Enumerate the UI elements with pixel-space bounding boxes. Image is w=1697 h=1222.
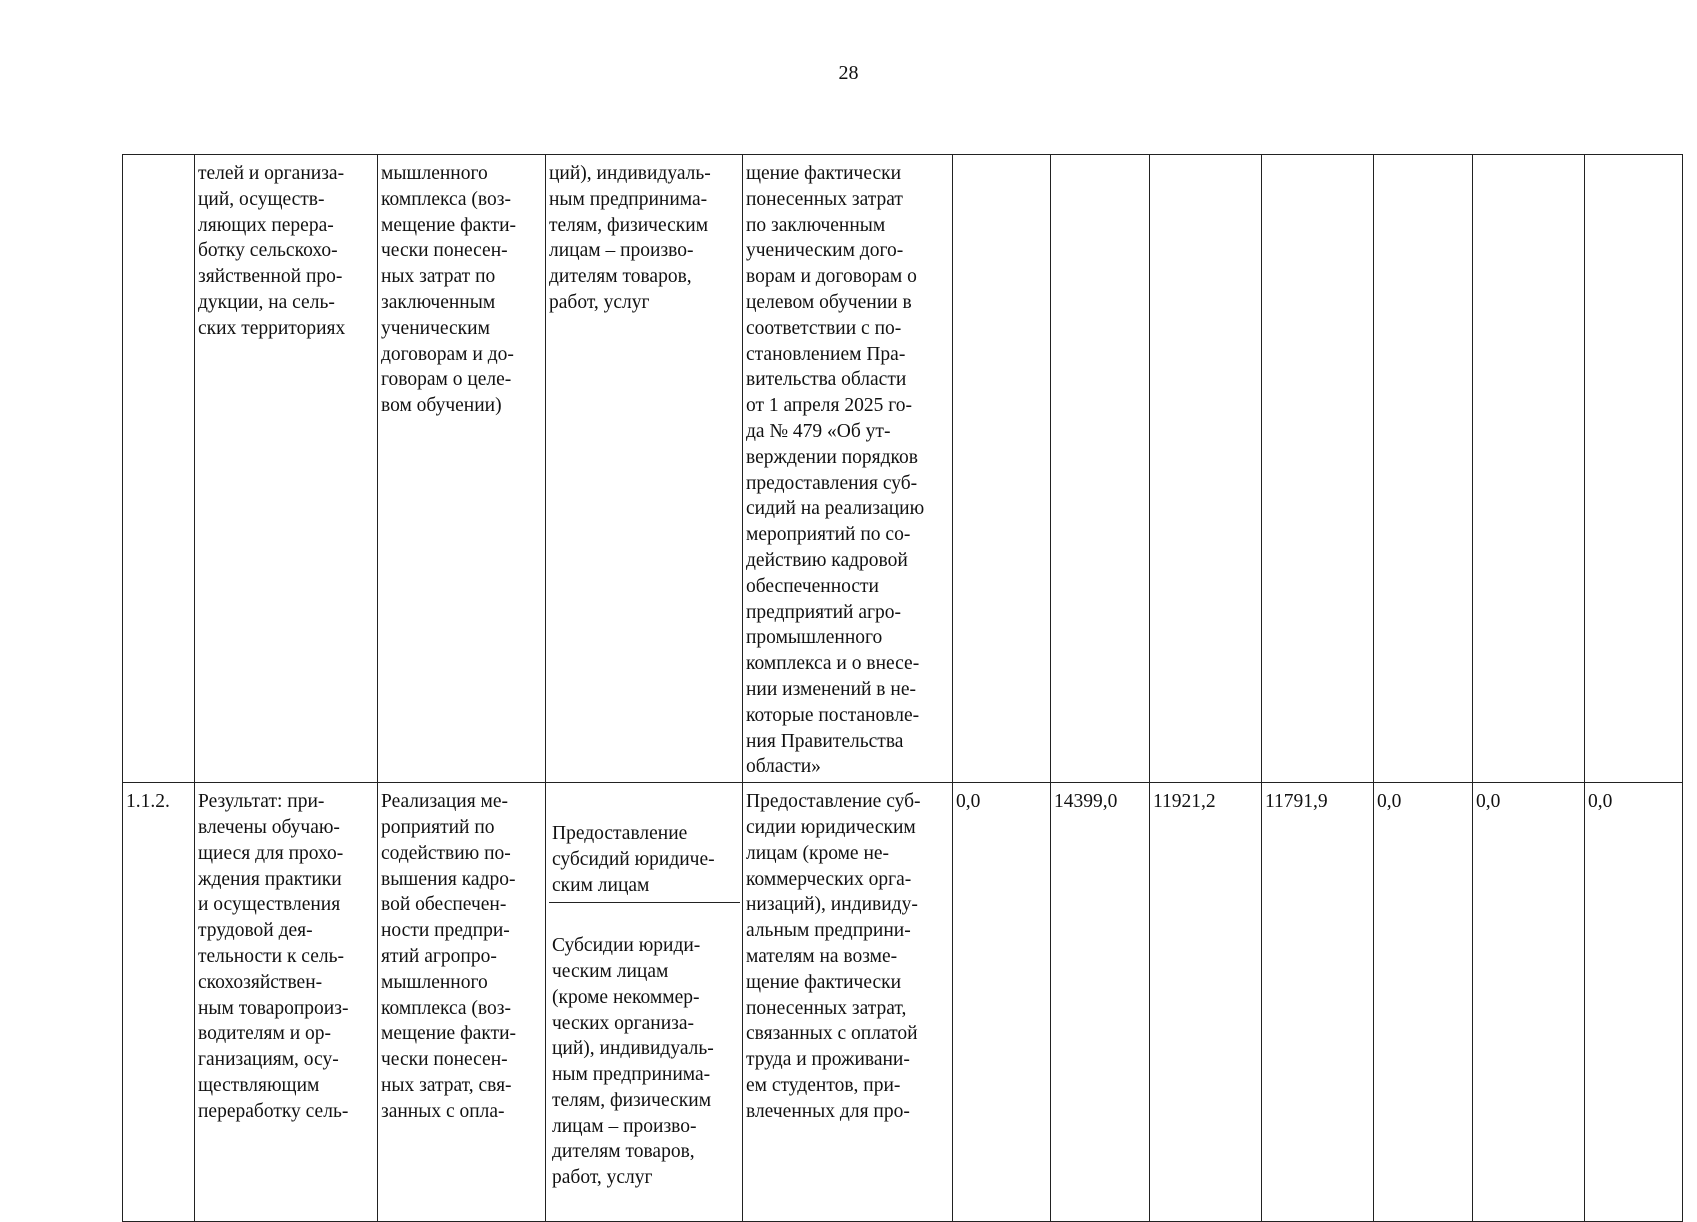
value-cell: 0,0 [953,783,1051,1222]
subsidy-type-detail: Субсидии юриди- ческим лицам (кроме некоммер- ческих организа- ций), индивидуаль- ным предпринима- телям, физическим лицам – произво- дителям товаров, работ, услуг [552,935,714,1189]
measure-cell: Реализация ме- роприятий по содействию по- вышения кадро- вой обеспечен- ности предпри- ятий агропро- мышленного комплекса (воз- мещение факти- чески понесен- ных затрат, свя- занных с опла- [378,783,546,1222]
value-cell: 0,0 [1473,783,1585,1222]
subsidy-type-header: Предоставление субсидий юридиче- ским лицам [549,815,740,903]
measure-cell: мышленного комплекса (воз- мещение факти- чески понесен- ных затрат по заключенным ученическим договорам и до- говорам о целе- вом обучении) [378,155,546,783]
subsidy-type-cell: ций), индивидуаль- ным предпринима- телям, физическим лицам – произво- дителям товаров, работ, услуг [546,155,743,783]
budget-table [122,154,1683,1222]
value-cell: 0,0 [1374,783,1473,1222]
value-cell [1473,155,1585,783]
table-row [123,155,1683,783]
row-number-cell: 1.1.2. [123,783,195,1222]
value-cell [1262,155,1374,783]
page-number: 28 [838,62,859,84]
value-cell: 11791,9 [1262,783,1374,1222]
value-cell [953,155,1051,783]
value-cell: 14399,0 [1051,783,1150,1222]
value-cell [1585,155,1683,783]
value-cell [1051,155,1150,783]
result-cell: Результат: при- влечены обучаю- щиеся для прохо- ждения практики и осуществления трудовой дея- тельности к сель- скохозяйствен- ным товаропроиз- водителям и ор- ганизациям, осу- ществляющим переработку сель- [195,783,378,1222]
value-cell: 0,0 [1585,783,1683,1222]
row-number-cell [123,155,195,783]
description-cell: щение фактически понесенных затрат по заключенным ученическим дого- ворам и договорам о целевом обучении в соответствии с по- становлением Пра- вительства области от 1 апреля 2025 го- да № 479 «Об ут- верждении порядков предоставления суб- сидий на реализацию мероприятий по со- действию кадровой обеспеченности предприятий агро- промышленного комплекса и о внесе- нии изменений в не- которые постановле- ния Правительства области» [743,155,953,783]
value-cell [1374,155,1473,783]
table-row [123,783,1683,1222]
result-cell: телей и организа- ций, осуществ- ляющих перера- ботку сельскохо- зяйственной про- дукции, на сель- ских территориях [195,155,378,783]
value-cell [1150,155,1262,783]
description-cell: Предоставление суб- сидии юридическим лицам (кроме не- коммерческих орга- низаций), индивиду- альным предприни- мателям на возме- щение фактически понесенных затрат, связанных с оплатой труда и проживани- ем студентов, при- влеченных для про- [743,783,953,1222]
subsidy-type-cell [546,783,743,1222]
value-cell: 11921,2 [1150,783,1262,1222]
